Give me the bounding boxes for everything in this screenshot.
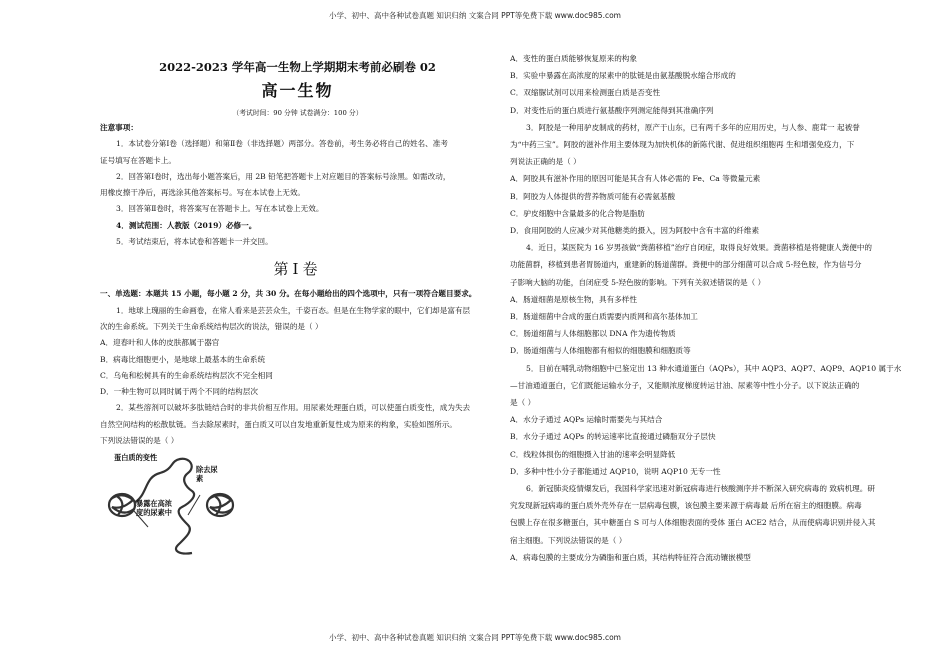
volume-title: 第Ⅰ卷 [273,260,322,279]
question-line: 1．地球上瑰丽的生命画卷，在常人看来是芸芸众生，千姿百态。但是在生物学家的眼中，它们却是富有层 [116,305,471,315]
protein-denaturation-figure [100,455,495,560]
exam-meta: （考试时间：90 分钟 试卷满分：100 分） [232,109,363,117]
option-line: C．双缩脲试剂可以用来检测蛋白质是否变性 [510,88,661,98]
question-line: 列说法正确的是（ ） [510,157,581,167]
question-line: 3．阿胶是一种用驴皮制成的药材，原产于山东，已有两千多年的应用历史，与人参、鹿茸一 起被誉 [526,122,860,132]
notice-line: 4．测试范围：人教版（2019）必修一。 [116,220,257,230]
question-line: 下列说法错误的是（ ） [100,436,179,446]
notice-title: 注意事项： [100,123,138,132]
question-line: 6．新冠肺炎疫情爆发后，我国科学家迅速对新冠病毒进行核酸测序并不断深入研究病毒的 致病机理。研 [526,484,875,494]
option-line: C．驴皮细胞中含量最多的化合物是脂肪 [510,208,645,218]
question-line: —甘油通道蛋白，它们既能运输水分子，又能顺浓度梯度转运甘油、尿素等中性小分子。以下说法正确的 [510,380,860,390]
option-line: A．肠道细菌是原核生物，具有多样性 [510,294,637,304]
option-line: C．乌龟和松树具有的生命系统结构层次不完全相同 [100,370,273,380]
question-line: 子影响大脑的功能，自闭症受 5-羟色胺的影响。下列有关叙述错误的是（ ） [510,277,766,287]
notice-line: 2．回答第Ⅰ卷时，选出每小题答案后，用 2B 铅笔把答题卡上对应题目的答案标号涂黑。如需改动， [116,171,451,181]
label-denature: 蛋白质的变性 [114,453,158,463]
option-line: B．肠道细菌中合成的蛋白质需要内质网和高尔基体加工 [510,312,698,322]
question-line: 5．目前在哺乳动物细胞中已鉴定出 13 种水通道蛋白（AQPs），其中 AQP3、AQP7、AQP9、AQP10 属于水 [526,363,902,373]
question-line: 宿主细胞。下列说法错误的是（ ） [510,535,627,545]
question-line: 为“中药三宝”。阿胶的滋补作用主要体现为加快机体的新陈代谢、促进组织细胞再 生和增强免疫力，下 [510,140,855,150]
option-line: C．线粒体损伤的细胞摄入甘油的速率会明显降低 [510,449,676,459]
notice-line: 用橡皮擦干净后，再选涂其他答案标号。写在本试卷上无效。 [100,188,306,198]
option-line: B．实验中暴露在高浓度的尿素中的肽链是由氨基酸脱水缩合形成的 [510,71,736,81]
question-line: 2．某些溶剂可以破坏多肽链结合时的非共价相互作用。用尿素处理蛋白质，可以使蛋白质变性，成为失去 [116,403,471,413]
option-line: A．病毒包膜的主要成分为磷脂和蛋白质，其结构特征符合流动镶嵌模型 [510,552,751,562]
option-line: D．肠道细菌与人体细胞都有相似的细胞膜和细胞质等 [510,346,691,356]
page-header: 小学、初中、高中各种试卷真题 知识归纳 文案合同 PPT等免费下载 www.doc985.com [329,11,621,20]
notice-line: 3．回答第Ⅱ卷时，将答案写在答题卡上。写在本试卷上无效。 [116,204,324,214]
notice-line: 1．本试卷分第Ⅰ卷（选择题）和第Ⅱ卷（非选择题）两部分。答卷前，考生务必将自己的姓名、准考 [116,139,448,149]
option-line: C．肠道细菌与人体细胞都以 DNA 作为遗传物质 [510,329,676,339]
subject-title: 高一生物 [261,81,334,100]
page-footer: 小学、初中、高中各种试卷真题 知识归纳 文案合同 PPT等免费下载 www.doc985.com [329,633,621,642]
right-column [510,50,905,566]
option-line: B．阿胶为人体提供的营养物质可能有必需氨基酸 [510,191,676,201]
section-title: 一、单选题：本题共 15 小题，每小题 2 分，共 30 分。在每小题给出的四个选项中，只有一项符合题目要求。 [100,289,477,299]
question-line: 功能菌群，移植到患者胃肠道内，重建新的肠道菌群。粪便中的部分细菌可以合成 5-羟色胺，作为信号分 [510,260,862,270]
option-line: B．水分子通过 AQPs 的转运速率比直接通过磷脂双分子层快 [510,432,716,442]
notice-line: 证号填写在答题卡上。 [100,155,176,165]
question-line: 4．近日，某医院为 16 岁男孩做“粪菌移植”治疗自闭症，取得良好效果。粪菌移植是将健康人粪便中的 [526,243,873,253]
option-line: D．食用阿胶的人应减少对其他糖类的摄入，因为阿胶中含有丰富的纤维素 [510,226,760,236]
option-line: D．对变性后的蛋白质进行氨基酸序列测定能得到其准确序列 [510,105,714,115]
option-line: B．病毒比细胞更小，是地球上最基本的生命系统 [100,354,266,364]
option-line: A．迎春叶和人体的皮肤都属于器官 [100,338,220,348]
document-title: 2022-2023 学年高一生物上学期期末考前必刷卷 02 [159,60,436,74]
refolded-protein-icon [207,494,233,516]
option-line: D．一种生物可以同时属于两个不同的结构层次 [100,387,258,397]
folded-protein-icon [109,494,135,516]
question-line: 包膜上存在很多糖蛋白，其中糖蛋白 S 可与人体细胞表面的受体 蛋白 ACE2 结合，从而使病毒识别并侵入其 [510,518,876,528]
notice-line: 5．考试结束后，将本试卷和答题卡一并交回。 [116,237,273,247]
left-column [100,60,495,560]
question-line: 究发现新冠病毒的蛋白质外壳外存在一层病毒包膜，该包膜主要来源于病毒最 后所在宿主的细胞膜。病毒 [510,501,862,511]
option-line: A．阿胶具有滋补作用的原因可能是其含有人体必需的 Fe、Ca 等微量元素 [510,174,761,184]
option-line: A．水分子通过 AQPs 运输时需要先与其结合 [510,415,663,425]
question-line: 次的生命系统。下列关于生命系统结构层次的说法，错误的是（ ） [100,321,323,331]
question-line: 自然空间结构的松散肽链。当去除尿素时，蛋白质又可以自发地重新复性成为原来的构象，实验如图所示。 [100,419,457,429]
option-line: A．变性的蛋白质能够恢复原来的构象 [510,54,637,63]
question-line: 是（ ） [510,398,536,408]
option-line: D．多种中性小分子都能通过 AQP10，说明 AQP10 无专一性 [510,466,721,476]
label-remove-urea: 除去尿素 [196,465,218,484]
label-expose-urea: 暴露在高浓度的尿素中 [136,499,172,518]
